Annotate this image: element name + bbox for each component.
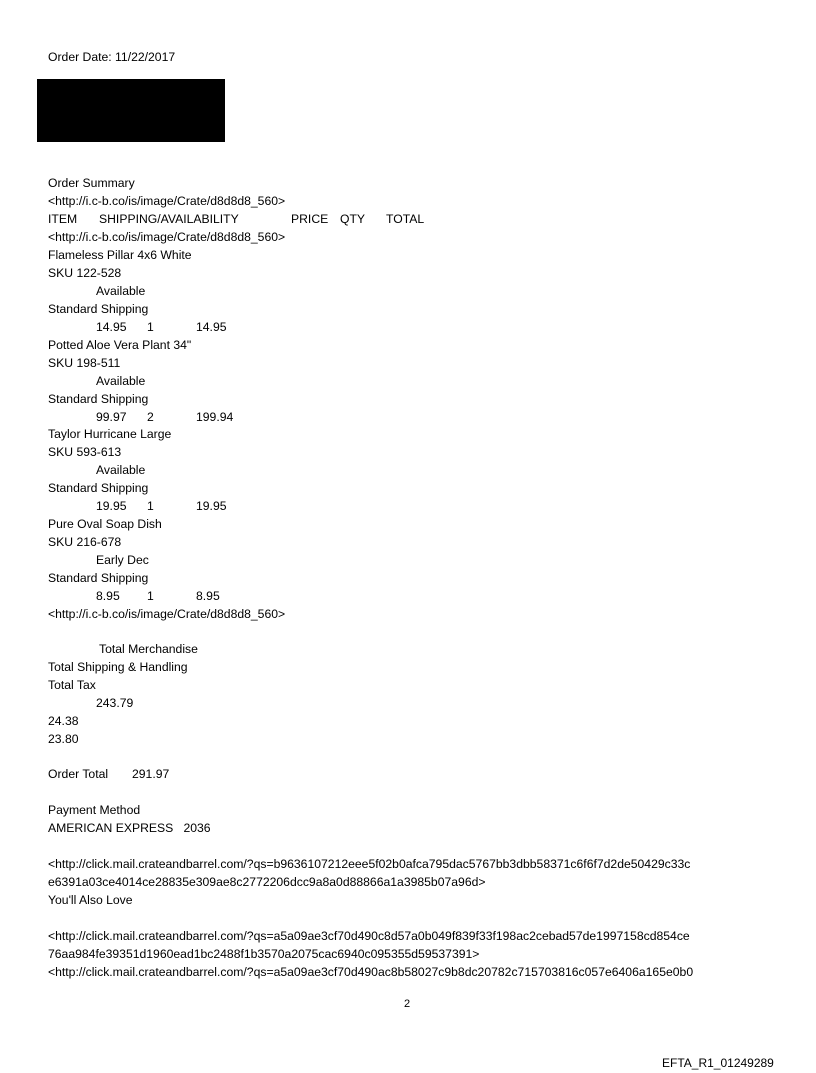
item-amounts	[48, 409, 248, 427]
item-sku: SKU 198-511	[48, 356, 121, 370]
click-link-1[interactable]: <http://click.mail.crateandbarrel.com/?qs=b9636107212eee5f02b0afca795dac5767bb3dbb58371c6f6f7d2de50429c33c	[48, 857, 691, 871]
item-name: Flameless Pillar 4x6 White	[48, 248, 192, 262]
page-number: 2	[404, 998, 411, 1010]
item-sku: SKU 593-613	[48, 445, 122, 459]
also-love-heading: You'll Also Love	[48, 893, 133, 907]
item-availability: Available	[96, 374, 146, 388]
item-price: 99.97	[96, 410, 127, 424]
item-price: 19.95	[96, 499, 127, 513]
order-total-value: 291.97	[132, 767, 170, 781]
item-amounts	[48, 319, 248, 337]
item-total: 19.95	[196, 499, 227, 513]
item-availability: Available	[96, 284, 146, 298]
item-amounts	[48, 498, 248, 516]
item-total: 14.95	[196, 320, 227, 334]
item-availability: Early Dec	[96, 553, 149, 567]
click-link-2-cont[interactable]: 76aa984fe39351d1960ead1bc2488f1b3570a2075cac6940c095355d59537391>	[48, 947, 480, 961]
image-url-link[interactable]: <http://i.c-b.co/is/image/Crate/d8d8d8_560>	[48, 230, 286, 244]
item-price: 8.95	[96, 589, 120, 603]
total-merchandise-label: Total Merchandise	[99, 642, 198, 656]
order-date: Order Date: 11/22/2017	[48, 50, 176, 64]
order-total-label: Order Total	[48, 767, 109, 781]
item-shipping: Standard Shipping	[48, 392, 149, 406]
item-total: 8.95	[196, 589, 220, 603]
item-total: 199.94	[196, 410, 234, 424]
column-qty: QTY	[340, 212, 366, 226]
item-name: Potted Aloe Vera Plant 34"	[48, 338, 192, 352]
column-total: TOTAL	[386, 212, 425, 226]
payment-card: AMERICAN EXPRESS 2036	[48, 821, 211, 835]
item-sku: SKU 122-528	[48, 266, 122, 280]
item-qty: 1	[147, 320, 154, 334]
click-link-3[interactable]: <http://click.mail.crateandbarrel.com/?qs=a5a09ae3cf70d490ac8b58027c9b8dc20782c715703816c057e6406a165e0b0	[48, 965, 694, 979]
redaction-box	[37, 79, 225, 142]
column-headers	[48, 211, 468, 229]
item-name: Taylor Hurricane Large	[48, 427, 172, 441]
total-tax-value: 23.80	[48, 732, 79, 746]
item-shipping: Standard Shipping	[48, 302, 149, 316]
column-item: ITEM	[48, 212, 78, 226]
click-link-1-cont[interactable]: e6391a03ce4014ce28835e309ae8c2772206dcc9a8a0d88866a1a3985b07a96d>	[48, 875, 486, 889]
item-availability: Available	[96, 463, 146, 477]
item-qty: 1	[147, 499, 154, 513]
item-shipping: Standard Shipping	[48, 481, 149, 495]
item-qty: 1	[147, 589, 154, 603]
item-qty: 2	[147, 410, 154, 424]
bates-number: EFTA_R1_01249289	[662, 1056, 774, 1070]
total-shipping-label: Total Shipping & Handling	[48, 660, 188, 674]
column-shipping: SHIPPING/AVAILABILITY	[99, 212, 239, 226]
item-sku: SKU 216-678	[48, 535, 122, 549]
total-shipping-value: 24.38	[48, 714, 79, 728]
total-merchandise-value: 243.79	[96, 696, 134, 710]
item-price: 14.95	[96, 320, 127, 334]
item-amounts	[48, 588, 248, 606]
image-url-link[interactable]: <http://i.c-b.co/is/image/Crate/d8d8d8_560>	[48, 607, 286, 621]
item-name: Pure Oval Soap Dish	[48, 517, 162, 531]
column-price: PRICE	[291, 212, 329, 226]
payment-method-label: Payment Method	[48, 803, 141, 817]
item-shipping: Standard Shipping	[48, 571, 149, 585]
click-link-2[interactable]: <http://click.mail.crateandbarrel.com/?qs=a5a09ae3cf70d490c8d57a0b049f839f33f198ac2cebad57de1997158cd854ce	[48, 929, 690, 943]
image-url-link[interactable]: <http://i.c-b.co/is/image/Crate/d8d8d8_560>	[48, 194, 286, 208]
order-summary-heading: Order Summary	[48, 176, 135, 190]
total-tax-label: Total Tax	[48, 678, 96, 692]
